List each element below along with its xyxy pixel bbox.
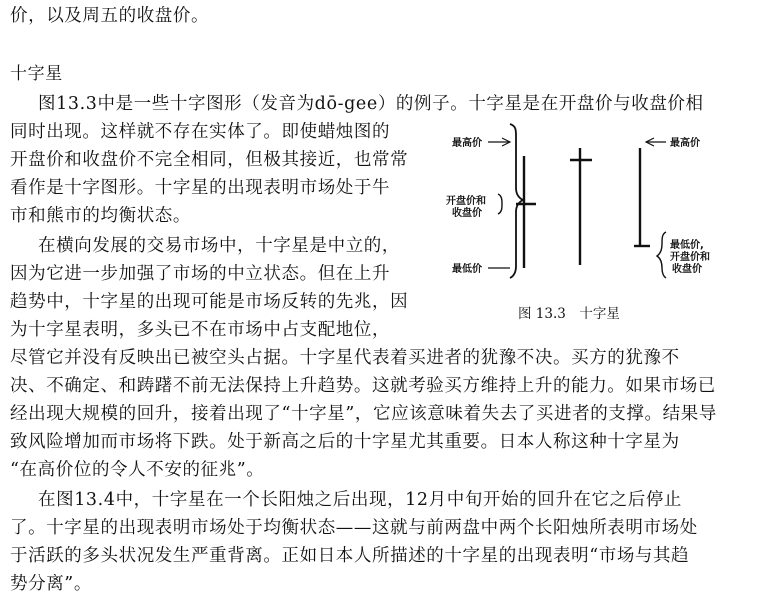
text-line: 在图13.4中，十字星在一个长阳烛之后出现，12月中旬开始的回升在它之后停止	[38, 490, 683, 510]
label-high-right: 最高价	[670, 138, 700, 149]
label-open-close-left-2: 收盘价	[452, 208, 482, 219]
text-line: 经出现大规模的回升，接着出现了“十字星”，它应该意味着失去了买进者的支撑。结果导	[10, 404, 717, 424]
text-line: 在横向发展的交易市场中，十字星是中立的，	[38, 236, 400, 256]
text-line: 了。十字星的出现表明市场处于均衡状态——这就与前两盘中两个长阳烛所表明市场处	[10, 518, 698, 538]
text-line: 致风险增加而市场将下跌。处于新高之后的十字星尤其重要。日本人称这种十字星为	[10, 432, 680, 452]
text-line: 为十字星表明，多头已不在市场中占支配地位，	[10, 320, 391, 340]
brace	[510, 124, 523, 278]
text-line: 尽管它并没有反映出已被空头占据。十字星代表着买进者的犹豫不决。买方的犹豫不	[10, 348, 680, 368]
label-low-right: 最低价,	[670, 240, 704, 251]
label-low-right-3: 收盘价	[672, 264, 702, 275]
text-line: 开盘价和收盘价不完全相同，但极其接近，也常常	[10, 150, 409, 170]
text-line: 看作是十字图形。十字星的出现表明市场处于牛	[10, 178, 391, 198]
section-heading: 十字星	[10, 64, 63, 84]
text-line: 趋势中，十字星的出现可能是市场反转的先兆，因	[10, 292, 409, 312]
label-open-close-left: 开盘价和	[446, 196, 486, 207]
text-line: 势分离”。	[10, 574, 92, 594]
small-brace	[498, 194, 502, 214]
label-low-left: 最低价	[452, 264, 482, 275]
label-low-right-2: 开盘价和	[670, 252, 710, 263]
text-line: 同时出现。这样就不存在实体了。即使蜡烛图的	[10, 122, 391, 142]
brace-right	[657, 232, 666, 278]
doji-figure	[440, 120, 750, 335]
text-line: 图13.3中是一些十字图形（发音为dō-gee）的例子。十字星是在开盘价与收盘价相	[38, 94, 704, 114]
text-line: 决、不确定、和踌躇不前无法保持上升趋势。这就考验买方维持上升的能力。如果市场已	[10, 376, 716, 396]
text-line: 价，以及周五的收盘价。	[10, 6, 210, 26]
figure-caption: 图 13.3 十字星	[518, 306, 620, 322]
label-high-left: 最高价	[452, 138, 482, 149]
text-line: 因为它进一步加强了市场的中立状态。但在上升	[10, 264, 391, 284]
text-line: 于活跃的多头状况发生严重背离。正如日本人所描述的十字星的出现表明“市场与其趋	[10, 546, 690, 566]
doji-diagram	[440, 120, 750, 335]
text-line: “在高价位的令人不安的征兆”。	[10, 460, 265, 480]
text-line: 市和熊市的均衡状态。	[10, 206, 191, 226]
